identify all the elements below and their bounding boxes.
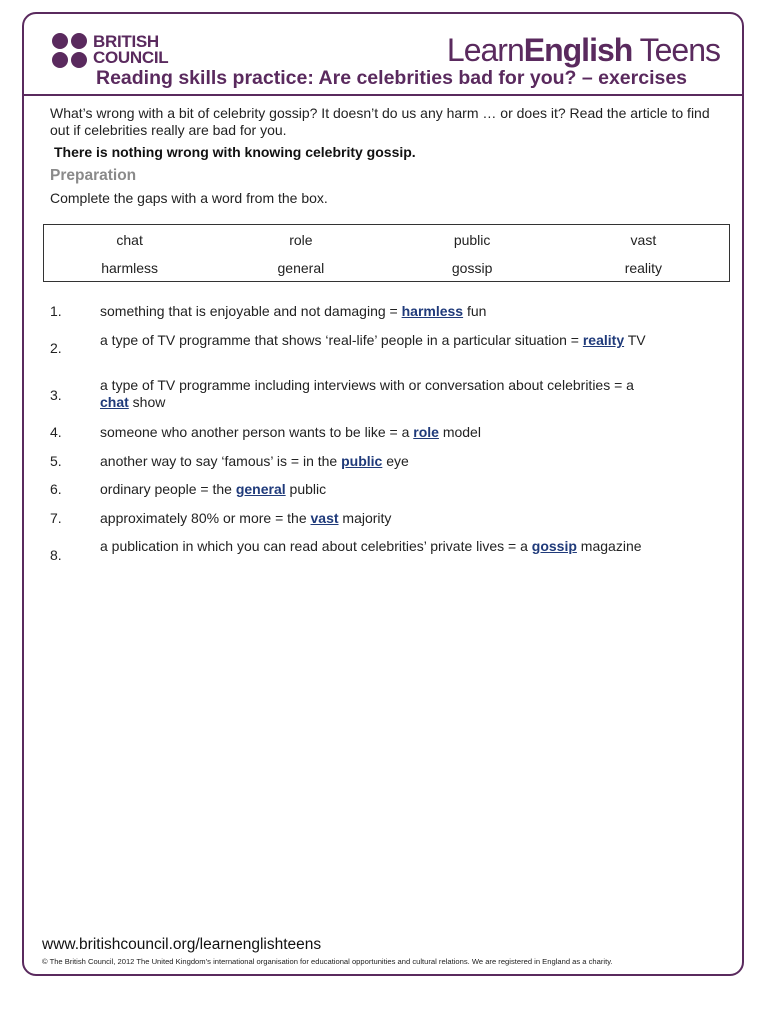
item-number: 6.: [50, 481, 62, 497]
item-number: 8.: [50, 547, 62, 563]
answer-word: public: [341, 453, 383, 469]
word-box-item: general: [277, 260, 325, 276]
item-number: 3.: [50, 387, 62, 403]
answer-word: role: [413, 424, 439, 440]
item-number: 2.: [50, 340, 62, 356]
statement: There is nothing wrong with knowing celebrity gossip.: [54, 144, 416, 160]
answer-word: harmless: [401, 303, 464, 319]
item-number: 5.: [50, 453, 62, 469]
item-text: approximately 80% or more = the vast majority: [100, 510, 392, 526]
answer-word: general: [235, 481, 286, 497]
item-text: someone who another person wants to be like = a role model: [100, 424, 481, 440]
intro-text: What’s wrong with a bit of celebrity gossip? It doesn’t do us any harm … or does it? Read the article to find out if celebrities really are bad for you.: [50, 105, 710, 138]
item-text: a type of TV programme including interviews with or conversation about celebrities = a chat show: [100, 377, 634, 410]
word-box-item: harmless: [101, 260, 159, 276]
item-text: a publication in which you can read about celebrities’ private lives = a gossip magazine: [100, 538, 642, 554]
footer-url: www.britishcouncil.org/learnenglishteens: [42, 936, 322, 953]
word-box-item: gossip: [451, 260, 493, 276]
instruction: Complete the gaps with a word from the box.: [50, 190, 328, 206]
item-number: 1.: [50, 303, 62, 319]
answer-word: gossip: [531, 538, 577, 554]
word-box-item: chat: [116, 232, 143, 248]
answer-word: chat: [100, 394, 129, 410]
footer-copyright: © The British Council, 2012 The United Kingdom’s international organisation for educational opportunities and cultural relations. We are registered in England as a charity.: [42, 957, 613, 966]
word-box-item: vast: [630, 232, 657, 248]
item-text: another way to say ‘famous’ is = in the public eye: [100, 453, 409, 469]
learnenglish-teens-logo: LearnEnglish Teens: [446, 32, 720, 68]
item-text: a type of TV programme that shows ‘real-life’ people in a particular situation = reality TV: [100, 332, 646, 348]
word-box-item: reality: [624, 260, 663, 276]
page-title: Reading skills practice: Are celebrities bad for you? – exercises: [96, 67, 688, 89]
item-text: something that is enjoyable and not damaging = harmless fun: [100, 303, 487, 319]
section-title-preparation: Preparation: [50, 167, 137, 184]
word-box-item: public: [453, 232, 491, 248]
item-text: ordinary people = the general public: [100, 481, 327, 497]
answer-word: reality: [582, 332, 625, 348]
british-council-wordmark: BRITISH COUNCIL: [93, 32, 169, 67]
word-box-item: role: [289, 232, 313, 248]
item-number: 4.: [50, 424, 62, 440]
answer-word: vast: [310, 510, 339, 526]
item-number: 7.: [50, 510, 62, 526]
